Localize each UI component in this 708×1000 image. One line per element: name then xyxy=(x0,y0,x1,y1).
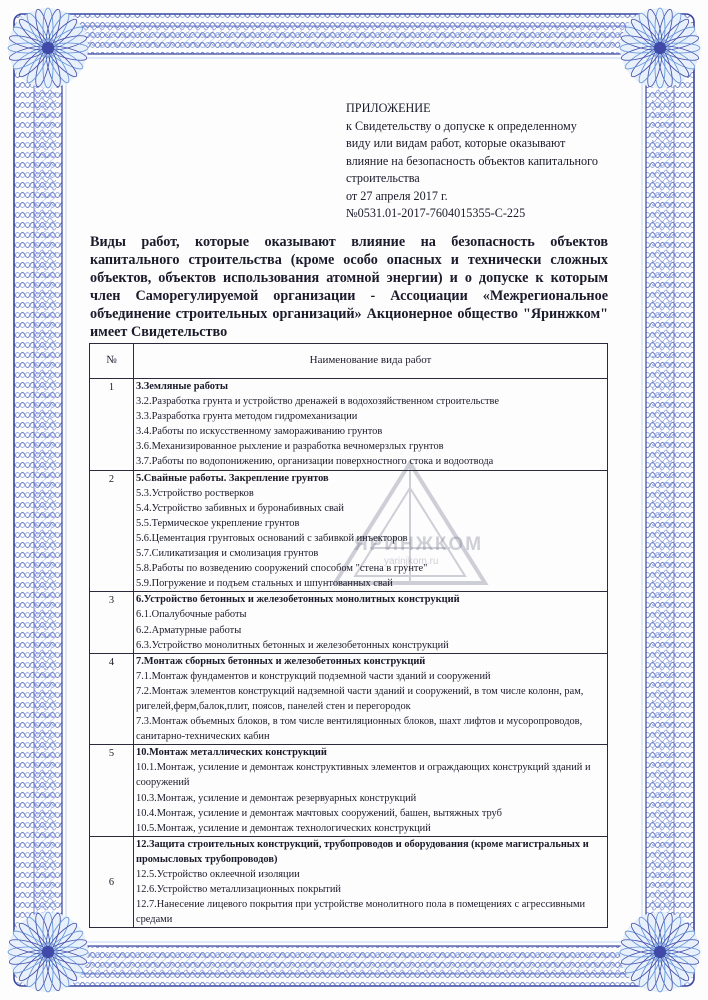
section-title: 10.Монтаж металлических конструкций xyxy=(136,747,327,759)
rosette-bottom-left-icon xyxy=(8,912,88,992)
document-heading: Виды работ, которые оказывают влияние на безопасность объектов капитального строительства (кроме особо опасных и технически сложных объектов, объектов использования атомной энергии) и о допуске к которым член Саморегулируемой организации - Ассоциации «Межрегиональное объединение строительных организаций» Акционерное общество "Яринжком" имеет Свидетельство xyxy=(90,234,608,340)
work-item: 5.4.Устройство забивных и буронабивных свай xyxy=(136,502,344,514)
appendix-header xyxy=(346,100,636,223)
work-item: 10.4.Монтаж, усиление и демонтаж мачтовых сооружений, башен, вытяжных труб xyxy=(136,807,502,819)
table-header-row xyxy=(90,344,608,379)
rosette-bottom-right-icon xyxy=(620,912,700,992)
row-number: 3 xyxy=(90,592,134,653)
work-item: 6.2.Арматурные работы xyxy=(136,624,242,636)
watermark-domain: yarinjkom.ru xyxy=(384,556,439,567)
work-item: 3.2.Разработка грунта и устройство дренажей в водохозяйственном строительстве xyxy=(136,396,499,408)
row-content xyxy=(134,745,608,837)
certificate-number: №0531.01-2017-7604015355-С-225 xyxy=(346,206,526,220)
table-row xyxy=(90,745,608,837)
work-item: 5.6.Цементация грунтовых оснований с забивкой инъекторов xyxy=(136,532,408,544)
appendix-line: влияние на безопасность объектов капитального xyxy=(346,153,598,168)
work-item: 5.9.Погружение и подъем стальных и шпунтованных свай xyxy=(136,578,393,590)
table-row xyxy=(90,653,608,745)
row-content xyxy=(134,836,608,928)
table-row xyxy=(90,592,608,653)
appendix-date: от 27 апреля 2017 г. xyxy=(346,188,448,203)
row-content xyxy=(134,379,608,471)
row-number: 4 xyxy=(90,653,134,745)
work-item: 10.3.Монтаж, усиление и демонтаж резервуарных конструкций xyxy=(136,792,417,804)
work-item: 12.6.Устройство металлизационных покрытий xyxy=(136,884,341,896)
appendix-line: строительства xyxy=(346,171,420,185)
row-number: 1 xyxy=(90,379,134,471)
work-item: 5.3.Устройство ростверков xyxy=(136,487,254,499)
rosette-top-left-icon xyxy=(8,8,88,88)
row-content xyxy=(134,470,608,592)
appendix-line: виду или видам работ, которые оказывают xyxy=(346,136,566,150)
work-item: 5.5.Термическое укрепление грунтов xyxy=(136,517,300,529)
work-item: 5.7.Силикатизация и смолизация грунтов xyxy=(136,548,319,560)
watermark-name: ЯРИНЖКОМ xyxy=(354,534,484,555)
work-item: 6.3.Устройство монолитных бетонных и железобетонных конструкций xyxy=(136,639,449,651)
section-title: 5.Свайные работы. Закрепление грунтов xyxy=(136,472,329,484)
appendix-line: к Свидетельству о допуске к определенному xyxy=(346,118,577,133)
work-item: 7.2.Монтаж элементов конструкций надземной части зданий и сооружений, в том числе колонн, рам, ригелей,ферм,балок,плит, поясов, панелей стен и перегородок xyxy=(136,685,584,712)
section-title: 7.Монтаж сборных бетонных и железобетонных конструкций xyxy=(136,655,426,667)
work-item: 5.8.Работы по возведению сооружений способом "стена в грунте" xyxy=(136,563,428,575)
table-row xyxy=(90,379,608,471)
work-item: 6.1.Опалубочные работы xyxy=(136,609,247,621)
column-header-name: Наименование вида работ xyxy=(134,344,608,379)
table-row xyxy=(90,836,608,928)
work-item: 10.5.Монтаж, усиление и демонтаж технологических конструкций xyxy=(136,822,431,834)
row-content xyxy=(134,653,608,745)
section-title: 6.Устройство бетонных и железобетонных монолитных конструкций xyxy=(136,594,460,606)
work-item: 3.4.Работы по искусственному замораживанию грунтов xyxy=(136,426,383,438)
column-header-number: № xyxy=(90,344,134,379)
work-item: 3.3.Разработка грунта методом гидромеханизации xyxy=(136,411,358,423)
section-title: 3.Земляные работы xyxy=(136,381,229,392)
work-item: 3.6.Механизированное рыхление и разработка вечномерзлых грунтов xyxy=(136,441,444,453)
row-number: 6 xyxy=(90,836,134,928)
work-item: 12.5.Устройство оклеечной изоляции xyxy=(136,869,300,880)
work-item: 7.3.Монтаж объемных блоков, в том числе вентиляционных блоков, шахт лифтов и мусоропроводов, санитарно-технических кабин xyxy=(136,716,583,743)
works-table xyxy=(89,343,608,926)
row-content xyxy=(134,592,608,653)
table-row xyxy=(90,470,608,592)
work-item: 10.1.Монтаж, усиление и демонтаж конструктивных элементов и ограждающих конструкций зданий и сооружений xyxy=(136,762,591,789)
rosette-top-right-icon xyxy=(620,8,700,88)
row-number: 5 xyxy=(90,745,134,837)
row-number: 2 xyxy=(90,470,134,592)
work-item: 7.1.Монтаж фундаментов и конструкций подземной части зданий и сооружений xyxy=(136,670,491,682)
section-title: 12.Защита строительных конструкций, трубопроводов и оборудования (кроме магистральных и промысловых трубопроводов) xyxy=(136,838,589,865)
work-item: 12.7.Нанесение лицевого покрытия при устройстве монолитного пола в помещениях с агрессивными средами xyxy=(136,899,586,926)
appendix-title: ПРИЛОЖЕНИЕ xyxy=(346,101,431,115)
work-item: 3.7.Работы по водопонижению, организации поверхностного стока и водоотвода xyxy=(136,456,494,468)
